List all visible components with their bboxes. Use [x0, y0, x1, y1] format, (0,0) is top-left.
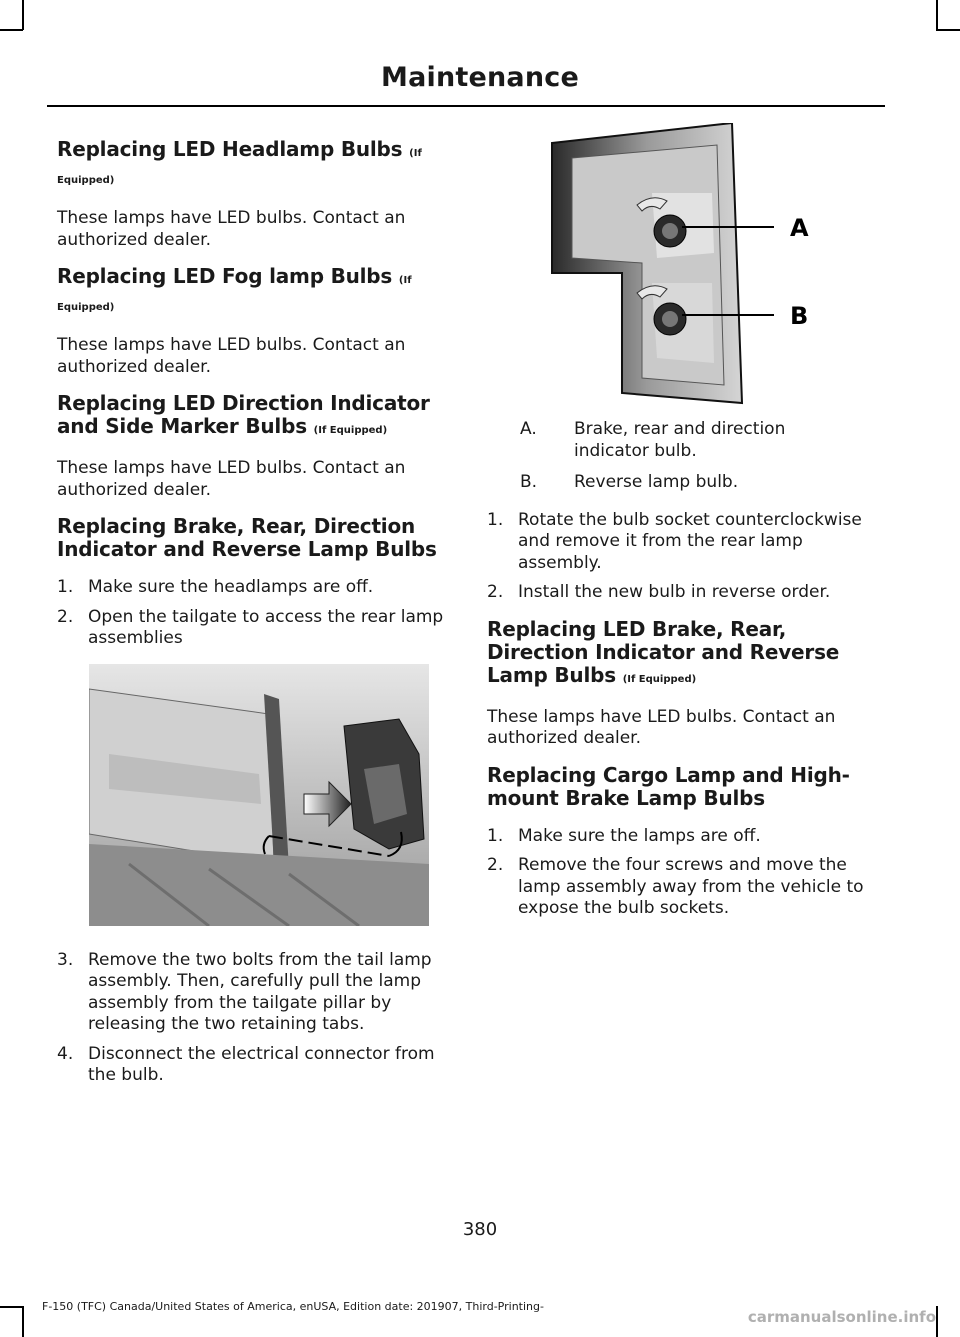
section-body: These lamps have LED bulbs. Contact an authorized dealer. — [57, 208, 406, 250]
heading-text: Replacing LED Brake, Rear, Direction Indicator and Reverse Lamp Bulbs — [487, 616, 840, 687]
rear-lamp-bulb-sockets-illustration — [542, 123, 882, 405]
steps-list — [57, 577, 450, 650]
callout-a: A — [790, 214, 809, 242]
section-heading-led-fog — [57, 265, 450, 319]
step-number: 2. — [487, 582, 504, 602]
step-number: 2. — [57, 606, 74, 627]
steps-list — [487, 826, 885, 920]
section-body: These lamps have LED bulbs. Contact an authorized dealer. — [57, 335, 406, 377]
page-title: Maintenance — [381, 62, 579, 93]
if-equipped-tag: (If Equipped) — [622, 673, 697, 685]
legend-text: Reverse lamp bulb. — [574, 472, 739, 492]
list-item — [57, 607, 450, 650]
legend-item — [487, 472, 885, 494]
if-equipped-tag: (If Equipped) — [57, 275, 412, 313]
heading-text: Replacing LED Headlamp Bulbs — [57, 137, 403, 161]
section-heading-cargo-lamp: Replacing Cargo Lamp and High-mount Brake Lamp Bulbs — [487, 762, 850, 810]
heading-text: Replacing LED Fog lamp Bulbs — [57, 264, 393, 288]
legend-item — [487, 419, 885, 462]
section-heading-led-direction — [57, 392, 450, 442]
section-heading-led-brake-rear — [487, 618, 885, 691]
steps-list — [487, 510, 885, 604]
header-rule — [47, 105, 885, 107]
step-number: 1. — [57, 577, 74, 597]
crop-mark — [22, 1306, 24, 1337]
steps-list — [57, 950, 450, 1087]
page-number: 380 — [462, 1219, 498, 1240]
section-heading-brake-rear: Replacing Brake, Rear, Direction Indicator and Reverse Lamp Bulbs — [57, 514, 437, 561]
footer-text: F-150 (TFC) Canada/United States of America, enUSA, Edition date: 201907, Third-Printing- — [42, 1300, 544, 1313]
crop-mark — [936, 0, 938, 30]
tailgate-lamp-removal-illustration — [89, 664, 429, 926]
figure-legend — [487, 419, 885, 494]
left-column — [57, 138, 450, 1101]
crop-mark — [936, 1306, 938, 1337]
right-column — [487, 138, 885, 934]
callout-b: B — [790, 302, 809, 330]
step-text: Install the new bulb in reverse order. — [518, 582, 831, 602]
heading-text: Replacing LED Direction Indicator and Side Marker Bulbs — [57, 391, 430, 438]
step-number: 3. — [57, 949, 74, 970]
legend-key: A. — [520, 419, 537, 439]
list-item — [487, 855, 885, 920]
step-text: Remove the four screws and move the lamp assembly away from the vehicle to expose the bulb sockets. — [518, 855, 864, 918]
step-number: 1. — [487, 509, 504, 530]
step-text: Open the tailgate to access the rear lamp assemblies — [88, 606, 444, 648]
step-text: Make sure the lamps are off. — [518, 825, 761, 846]
step-text: Disconnect the electrical connector from the bulb. — [88, 1043, 435, 1085]
if-equipped-tag: (If Equipped) — [57, 148, 422, 186]
step-number: 2. — [487, 855, 504, 875]
crop-mark — [22, 0, 24, 30]
step-number: 1. — [487, 825, 504, 846]
step-text: Make sure the headlamps are off. — [88, 577, 374, 597]
list-item — [57, 950, 450, 1036]
list-item — [57, 577, 450, 599]
if-equipped-tag: (If Equipped) — [313, 425, 388, 436]
section-heading-led-headlamp — [57, 138, 450, 192]
list-item — [487, 826, 885, 848]
watermark: carmanualsonline.info — [747, 1308, 936, 1326]
list-item — [487, 582, 885, 604]
list-item — [487, 510, 885, 575]
crop-mark — [0, 29, 23, 31]
legend-text: Brake, rear and direction indicator bulb. — [574, 419, 786, 461]
legend-key: B. — [520, 472, 538, 492]
section-body: These lamps have LED bulbs. Contact an authorized dealer. — [57, 458, 406, 500]
step-text: Rotate the bulb socket counterclockwise and remove it from the rear lamp assembly. — [518, 509, 862, 573]
crop-mark — [936, 29, 960, 31]
crop-mark — [0, 1306, 23, 1308]
step-text: Remove the two bolts from the tail lamp assembly. Then, carefully pull the lamp assembly from the tailgate pillar by releasing the two retaining tabs. — [88, 949, 432, 1034]
list-item — [57, 1044, 450, 1087]
step-number: 4. — [57, 1043, 74, 1064]
section-body: These lamps have LED bulbs. Contact an authorized dealer. — [487, 706, 836, 748]
